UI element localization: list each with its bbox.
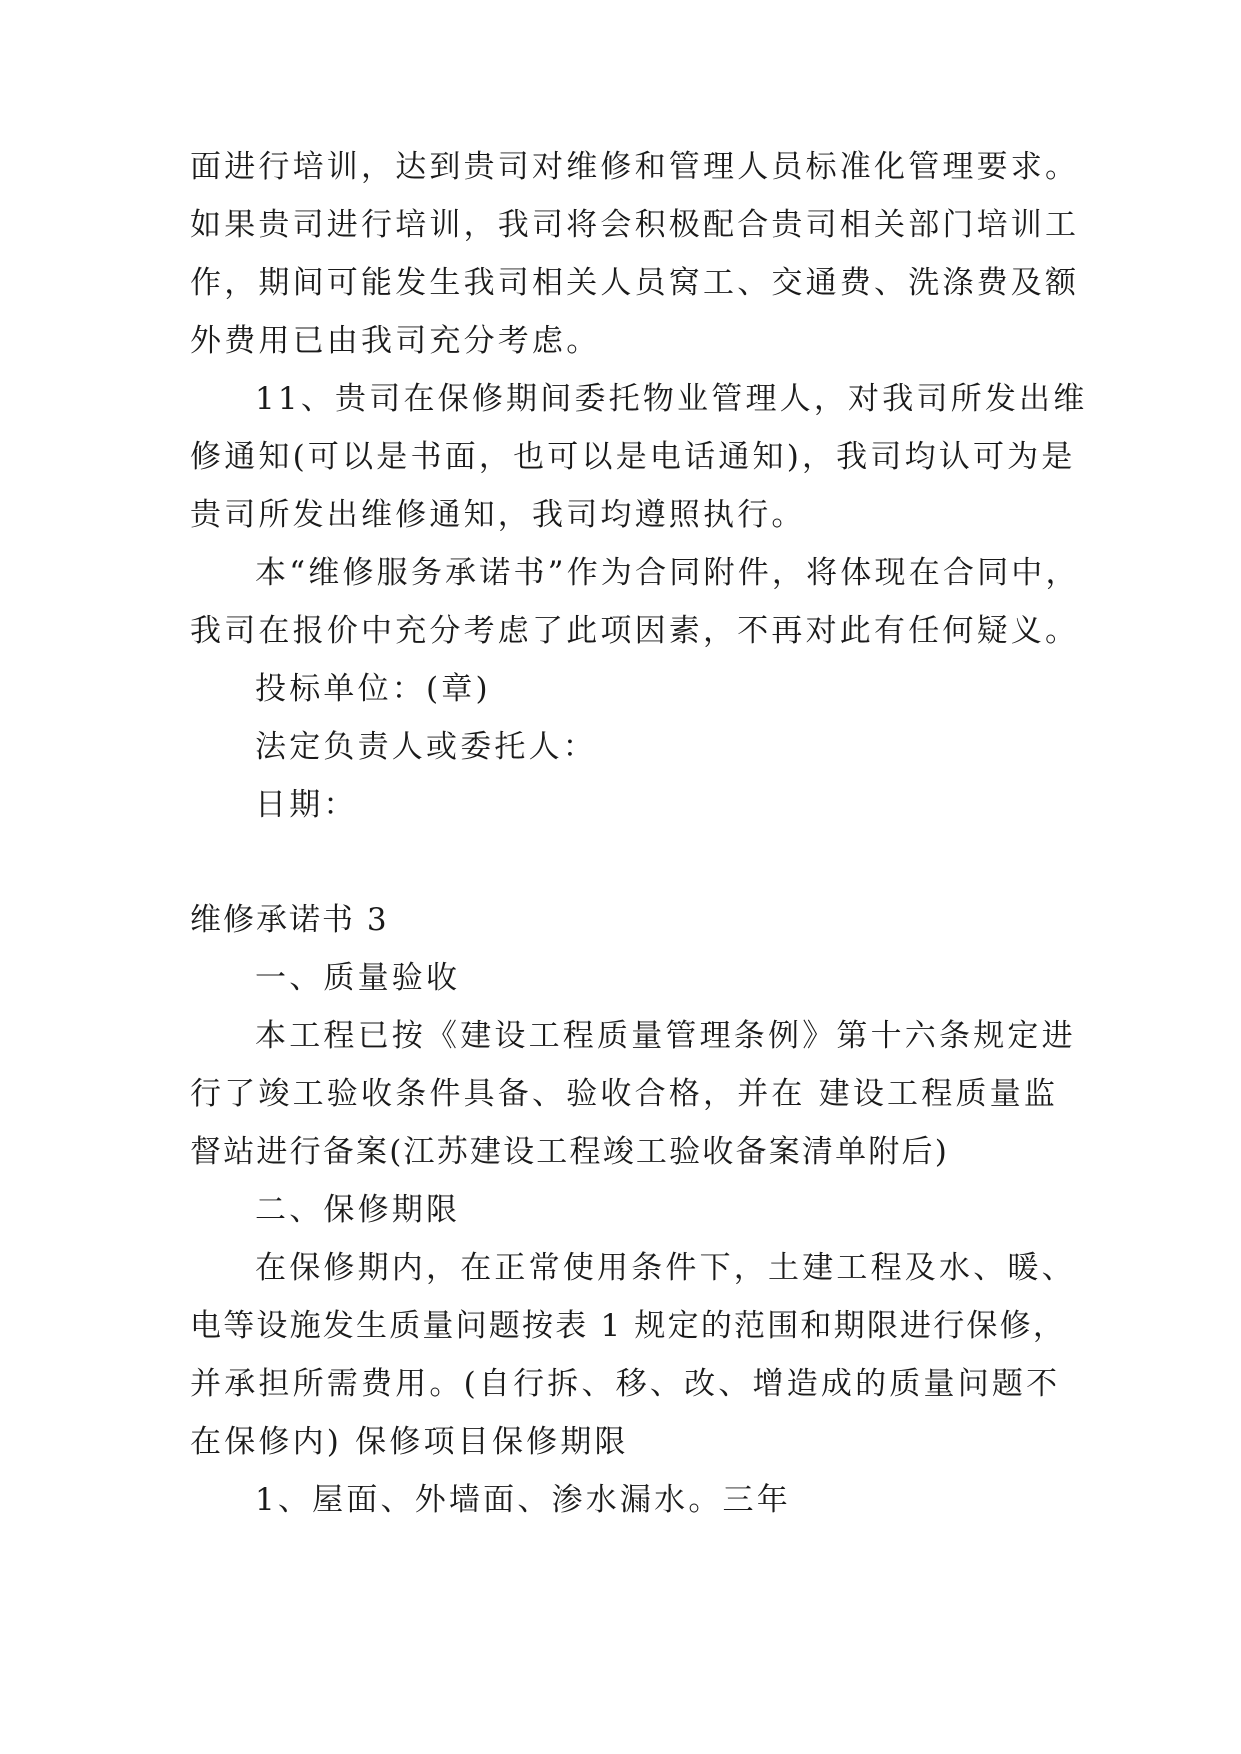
clause-11-line: 11、贵司在保修期间委托物业管理人，对我司所发出维 xyxy=(255,381,1088,417)
paragraph-line: 并承担所需费用。(自行拆、移、改、增造成的质量问题不 xyxy=(190,1366,1061,1402)
paragraph-line: 如果贵司进行培训，我司将会积极配合贵司相关部门培训工 xyxy=(190,207,1080,243)
paragraph-line: 作，期间可能发生我司相关人员窝工、交通费、洗涤费及额 xyxy=(190,265,1080,301)
paragraph-line: 本工程已按《建设工程质量管理条例》第十六条规定进 xyxy=(255,1018,1076,1054)
paragraph-line: 贵司所发出维修通知，我司均遵照执行。 xyxy=(190,497,806,533)
warranty-item-1: 1、屋面、外墙面、渗水漏水。三年 xyxy=(255,1482,791,1518)
paragraph-line: 修通知(可以是书面，也可以是电话通知)，我司均认可为是 xyxy=(190,439,1076,475)
paragraph-line: 本“维修服务承诺书”作为合同附件，将体现在合同中， xyxy=(255,555,1080,591)
paragraph-line: 督站进行备案(江苏建设工程竣工验收备案清单附后) xyxy=(190,1134,949,1170)
paragraph-line: 在保修内) 保修项目保修期限 xyxy=(190,1424,629,1460)
signature-date: 日期： xyxy=(255,787,358,823)
signature-representative: 法定负责人或委托人： xyxy=(255,729,597,765)
paragraph-line: 在保修期内，在正常使用条件下，土建工程及水、暖、 xyxy=(255,1250,1076,1286)
paragraph-line: 我司在报价中充分考虑了此项因素，不再对此有任何疑义。 xyxy=(190,613,1080,649)
subheading-quality-acceptance: 一、质量验收 xyxy=(255,960,461,996)
paragraph-line: 行了竣工验收条件具备、验收合格，并在 建设工程质量监 xyxy=(190,1076,1059,1112)
paragraph-line: 外费用已由我司充分考虑。 xyxy=(190,323,601,359)
section-title: 维修承诺书 3 xyxy=(190,902,389,938)
signature-bidder: 投标单位：(章) xyxy=(255,671,491,707)
subheading-warranty-period: 二、保修期限 xyxy=(255,1192,461,1228)
paragraph-line: 面进行培训，达到贵司对维修和管理人员标准化管理要求。 xyxy=(190,149,1080,185)
paragraph-line: 电等设施发生质量问题按表 1 规定的范围和期限进行保修， xyxy=(190,1308,1067,1344)
